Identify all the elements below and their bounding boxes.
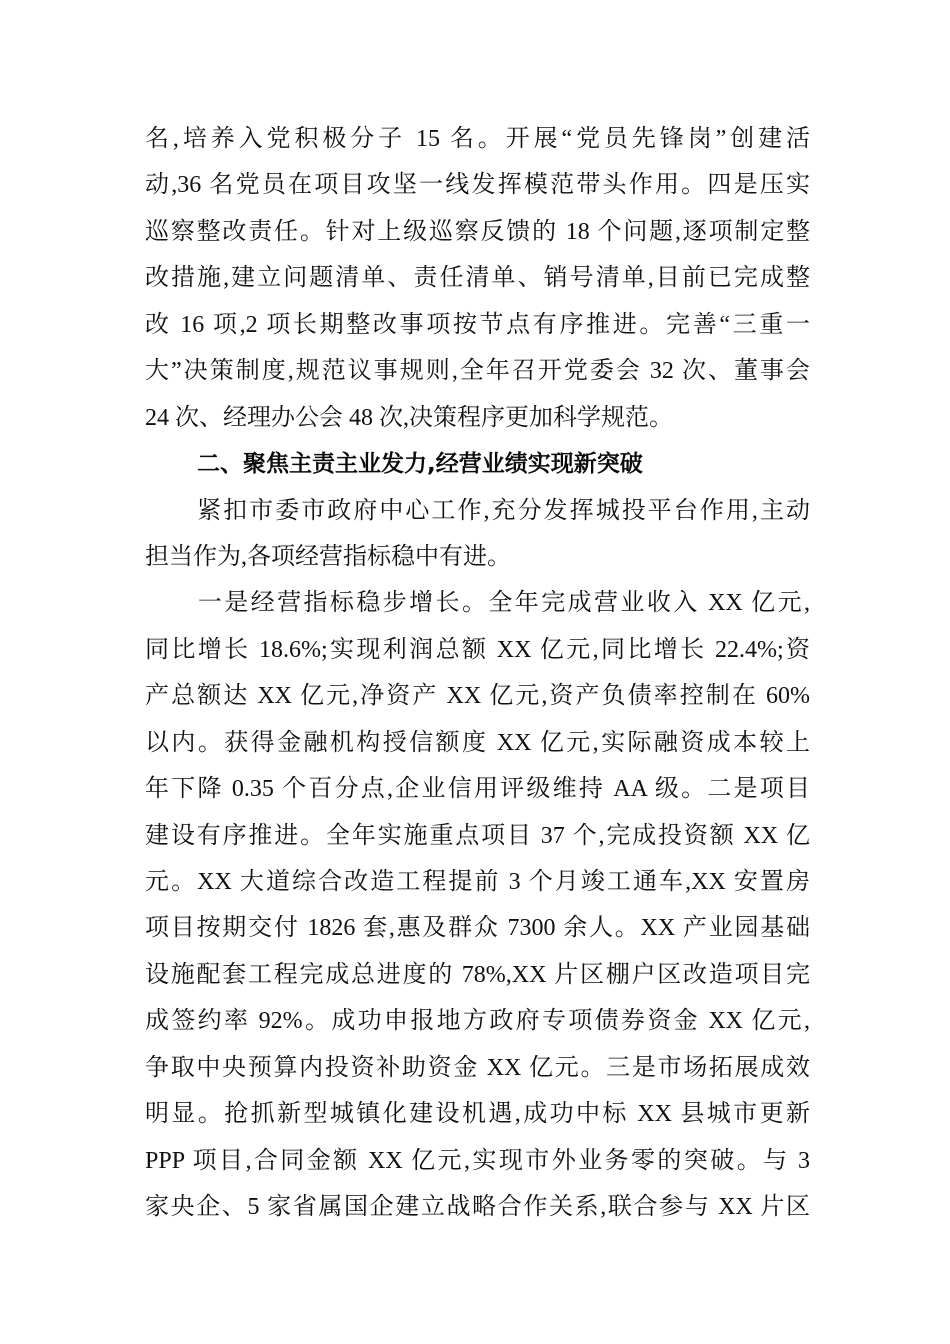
text-line: 设施配套工程完成总进度的 78%,XX 片区棚户区改造项目完: [145, 961, 810, 988]
section-heading: 二、聚焦主责主业发力,经营业绩实现新突破: [197, 451, 643, 478]
text-line: 产总额达 XX 亿元,净资产 XX 亿元,资产负债率控制在 60%: [145, 683, 810, 710]
text-line: 家央企、5 家省属国企建立战略合作关系,联合参与 XX 片区: [145, 1194, 810, 1221]
text-line: 争取中央预算内投资补助资金 XX 亿元。三是市场拓展成效: [145, 1054, 810, 1081]
text-line: 改 16 项,2 项长期整改事项按节点有序推进。完善“三重一: [145, 311, 810, 338]
paragraph-intro: [145, 488, 810, 581]
text-line: 担当作为,各项经营指标稳中有进。: [145, 543, 511, 570]
text-line: 成签约率 92%。成功申报地方政府专项债券资金 XX 亿元,: [145, 1008, 810, 1035]
paragraph-party-building: [145, 116, 810, 441]
text-line: 紧扣市委市政府中心工作,充分发挥城投平台作用,主动: [145, 497, 810, 524]
text-line: 动,36 名党员在项目攻坚一线发挥模范带头作用。四是压实: [145, 172, 810, 199]
text-line: 元。XX 大道综合改造工程提前 3 个月竣工通车,XX 安置房: [145, 869, 810, 895]
text-line: PPP 项目,合同金额 XX 亿元,实现市外业务零的突破。与 3: [145, 1147, 810, 1174]
text-line: 明显。抢抓新型城镇化建设机遇,成功中标 XX 县城市更新: [145, 1101, 810, 1128]
text-line: 同比增长 18.6%;实现利润总额 XX 亿元,同比增长 22.4%;资: [145, 636, 810, 663]
text-line: 名,培养入党积极分子 15 名。开展“党员先锋岗”创建活: [145, 126, 810, 152]
text-line: 巡察整改责任。针对上级巡察反馈的 18 个问题,逐项制定整: [145, 218, 810, 245]
text-line: 年下降 0.35 个百分点,企业信用评级维持 AA 级。二是项目: [145, 776, 810, 803]
text-line: 项目按期交付 1826 套,惠及群众 7300 余人。XX 产业园基础: [145, 915, 810, 942]
text-line: 大”决策制度,规范议事规则,全年召开党委会 32 次、董事会: [145, 358, 810, 385]
text-line: 以内。获得金融机构授信额度 XX 亿元,实际融资成本较上: [145, 729, 810, 756]
text-line: 24 次、经理办公会 48 次,决策程序更加科学规范。: [145, 404, 673, 431]
text-line: 一是经营指标稳步增长。全年完成营业收入 XX 亿元,: [145, 590, 810, 617]
document-page: [145, 116, 810, 1231]
paragraph-business-results: [145, 580, 810, 1230]
text-line: 建设有序推进。全年实施重点项目 37 个,完成投资额 XX 亿: [145, 822, 810, 849]
text-line: 改措施,建立问题清单、责任清单、销号清单,目前已完成整: [145, 265, 810, 292]
